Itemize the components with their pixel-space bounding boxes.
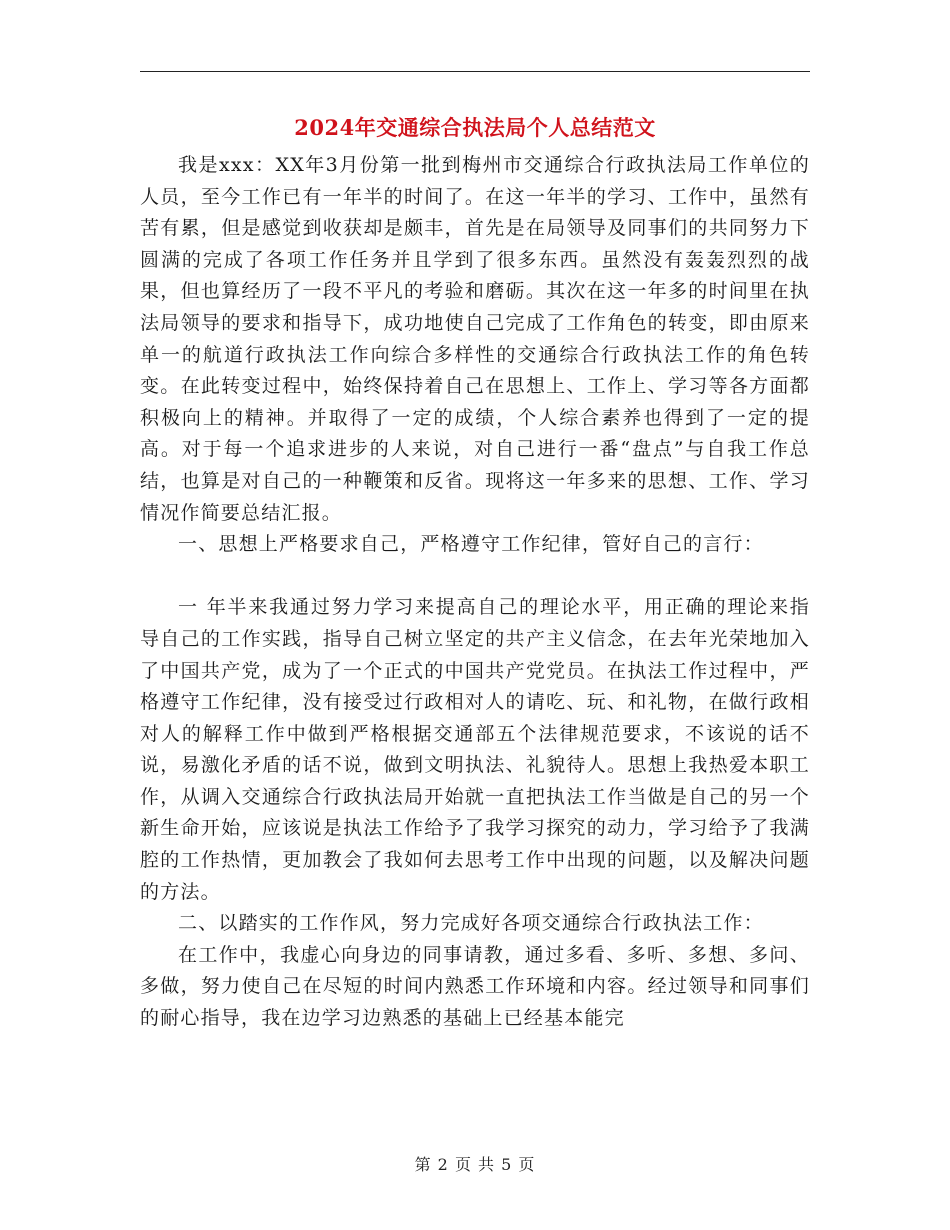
paragraph-intro: 我是xxx：XX年3月份第一批到梅州市交通综合行政执法局工作单位的人员，至今工作已有一年半的时间了。在这一年半的学习、工作中，虽然有苦有累，但是感觉到收获却是颇丰，首先是在局领导及同事们的共同努力下圆满的完成了各项工作任务并且学到了很多东西。虽然没有轰轰烈烈的战果，但也算经历了一段不平凡的考验和磨砺。其次在这一年多的时间里在执法局领导的要求和指导下，成功地使自己完成了工作角色的转变，即由原来单一的航道行政执法工作向综合多样性的交通综合行政执法工作的角色转变。在此转变过程中，始终保持着自己在思想上、工作上、学习等各方面都积极向上的精神。并取得了一定的成绩，个人综合素养也得到了一定的提高。对于每一个追求进步的人来说，对自己进行一番“盘点”与自我工作总结，也算是对自己的一种鞭策和反省。现将这一年多来的思想、工作、学习情况作简要总结汇报。: [140, 154, 810, 524]
section-heading-2: 二、以踏实的工作作风，努力完成好各项交通综合行政执法工作：: [178, 912, 764, 935]
paragraph-section-1: 一 年半来我通过努力学习来提高自己的理论水平，用正确的理论来指导自己的工作实践，指导自己树立坚定的共产主义信念，在去年光荣地加入了中国共产党，成为了一个正式的中国共产党党员。在执法工作过程中，严格遵守工作纪律，没有接受过行政相对人的请吃、玩、和礼物，在做行政相对人的解释工作中做到严格根据交通部五个法律规范要求，不该说的话不说，易激化矛盾的话不说，做到文明执法、礼貌待人。思想上我热爱本职工作，从调入交通综合行政执法局开始就一直把执法工作当做是自己的另一个新生命开始，应该说是执法工作给予了我学习探究的动力，学习给予了我满腔的工作热情，更加教会了我如何去思考工作中出现的问题，以及解决问题的方法。: [140, 596, 810, 903]
section-heading-1: 一、思想上严格要求自己，严格遵守工作纪律，管好自己的言行：: [178, 533, 764, 556]
paragraph-section-2: 在工作中，我虚心向身边的同事请教，通过多看、多听、多想、多问、多做，努力使自己在尽短的时间内熟悉工作环境和内容。经过领导和同事们的耐心指导，我在边学习边熟悉的基础上已经基本能完: [140, 943, 810, 1030]
document-title: 2024年交通综合执法局个人总结范文: [294, 115, 656, 140]
header-rule: [140, 71, 810, 72]
document-body: [140, 150, 810, 1035]
page-number: 第 2 页 共 5 页: [414, 1155, 536, 1174]
